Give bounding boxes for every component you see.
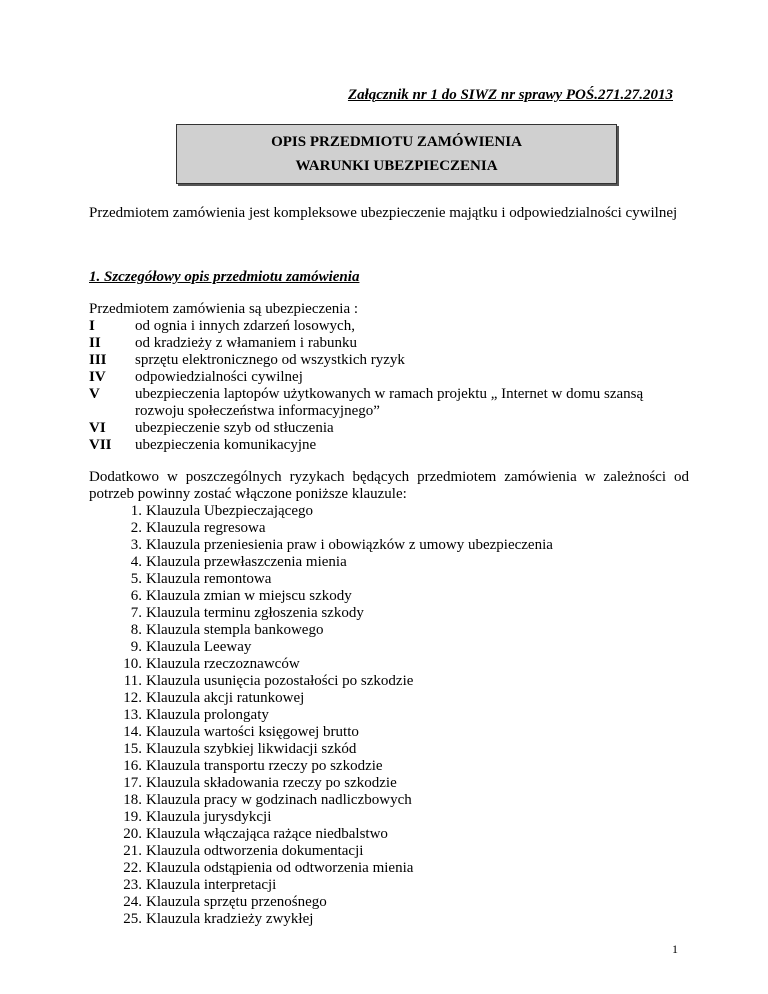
clauses-list (103, 503, 553, 928)
clause-text: Klauzula akcji ratunkowej (146, 690, 305, 706)
list-item (89, 437, 689, 454)
clause-text: Klauzula rzeczoznawców (146, 656, 300, 672)
insurance-types-list (89, 318, 689, 454)
clause-text: Klauzula Leeway (146, 639, 252, 655)
clause-number: 3. (130, 537, 142, 553)
clause-item (103, 571, 553, 588)
list-item (89, 420, 689, 437)
section-lead: Przedmiotem zamówienia są ubezpieczenia : (89, 301, 359, 317)
list-item (89, 352, 689, 369)
clause-number: 5. (130, 571, 142, 587)
item-number: IV (89, 369, 106, 385)
item-text: ubezpieczenia laptopów użytkowanych w ramach projektu „ Internet w domu szansą rozwoju społeczeństwa informacyjnego” (135, 386, 644, 419)
clause-text: Klauzula odstąpienia od odtworzenia mienia (146, 860, 414, 876)
item-number: VI (89, 420, 106, 436)
item-number: V (89, 386, 100, 402)
clause-number: 11. (123, 673, 142, 689)
clause-text: Klauzula przeniesienia praw i obowiązków z umowy ubezpieczenia (146, 537, 553, 553)
item-text: od kradzieży z włamaniem i rabunku (135, 335, 357, 351)
list-item (89, 318, 689, 335)
clause-number: 18. (123, 792, 142, 808)
clause-item (103, 741, 553, 758)
clause-text: Klauzula sprzętu przenośnego (146, 894, 327, 910)
clause-item (103, 673, 553, 690)
clause-number: 17. (123, 775, 142, 791)
list-item (89, 369, 689, 386)
clause-item (103, 707, 553, 724)
clause-text: Klauzula stempla bankowego (146, 622, 324, 638)
clause-number: 16. (123, 758, 142, 774)
page-number: 1 (672, 942, 678, 956)
clause-text: Klauzula terminu zgłoszenia szkody (146, 605, 364, 621)
clause-item (103, 775, 553, 792)
clause-item (103, 911, 553, 928)
clause-text: Klauzula usunięcia pozostałości po szkodzie (146, 673, 414, 689)
clause-number: 4. (130, 554, 142, 570)
clause-item (103, 605, 553, 622)
title-line-1: OPIS PRZEDMIOTU ZAMÓWIENIA (271, 134, 522, 150)
item-text: odpowiedzialności cywilnej (135, 369, 303, 385)
item-text: od ognia i innych zdarzeń losowych, (135, 318, 355, 334)
item-number: III (89, 352, 107, 368)
clauses-intro-paragraph: Dodatkowo w poszczególnych ryzykach będących przedmiotem zamówienia w zależności od potrzeb powinny zostać włączone poniższe klauzule: (89, 469, 689, 502)
clause-item (103, 724, 553, 741)
clause-number: 7. (130, 605, 142, 621)
clause-number: 12. (123, 690, 142, 706)
clause-text: Klauzula kradzieży zwykłej (146, 911, 314, 927)
title-line-2: WARUNKI UBEZPIECZENIA (295, 158, 498, 174)
clause-number: 20. (123, 826, 142, 842)
clause-item (103, 690, 553, 707)
clause-text: Klauzula odtworzenia dokumentacji (146, 843, 364, 859)
clause-number: 2. (130, 520, 142, 536)
annex-reference: Załącznik nr 1 do SIWZ nr sprawy POŚ.271.27.2013 (347, 87, 673, 103)
clause-item (103, 877, 553, 894)
item-number: VII (89, 437, 112, 453)
clause-text: Klauzula szybkiej likwidacji szkód (146, 741, 357, 757)
clause-text: Klauzula wartości księgowej brutto (146, 724, 359, 740)
clause-number: 9. (130, 639, 142, 655)
list-item (89, 335, 689, 352)
clause-number: 13. (123, 707, 142, 723)
section-heading: 1. Szczegółowy opis przedmiotu zamówienia (89, 269, 360, 285)
clause-item (103, 622, 553, 639)
clause-text: Klauzula zmian w miejscu szkody (146, 588, 352, 604)
clause-item (103, 894, 553, 911)
clause-item (103, 656, 553, 673)
clause-number: 22. (123, 860, 142, 876)
clause-item (103, 537, 553, 554)
clause-item (103, 826, 553, 843)
clause-text: Klauzula jurysdykcji (146, 809, 272, 825)
clause-number: 14. (123, 724, 142, 740)
clause-number: 25. (123, 911, 142, 927)
clause-item (103, 809, 553, 826)
intro-paragraph: Przedmiotem zamówienia jest kompleksowe ubezpieczenie majątku i odpowiedzialności cywilnej (89, 205, 678, 221)
clause-item (103, 758, 553, 775)
clause-text: Klauzula interpretacji (146, 877, 277, 893)
clause-number: 15. (123, 741, 142, 757)
clause-item (103, 503, 553, 520)
item-text: ubezpieczenia komunikacyjne (135, 437, 317, 453)
clause-number: 23. (123, 877, 142, 893)
clause-item (103, 860, 553, 877)
clause-text: Klauzula prolongaty (146, 707, 269, 723)
clause-text: Klauzula regresowa (146, 520, 266, 536)
item-text: ubezpieczenie szyb od stłuczenia (135, 420, 334, 436)
clause-text: Klauzula przewłaszczenia mienia (146, 554, 347, 570)
list-item (89, 386, 689, 420)
item-number: II (89, 335, 101, 351)
clause-number: 19. (123, 809, 142, 825)
clause-text: Klauzula składowania rzeczy po szkodzie (146, 775, 397, 791)
item-number: I (89, 318, 95, 334)
clause-item (103, 843, 553, 860)
clause-text: Klauzula włączająca rażące niedbalstwo (146, 826, 388, 842)
item-text: sprzętu elektronicznego od wszystkich ryzyk (135, 352, 405, 368)
clause-number: 21. (123, 843, 142, 859)
clause-item (103, 639, 553, 656)
clause-text: Klauzula remontowa (146, 571, 272, 587)
clause-number: 1. (130, 503, 142, 519)
clause-item (103, 554, 553, 571)
clause-number: 10. (123, 656, 142, 672)
clause-number: 24. (123, 894, 142, 910)
clause-item (103, 520, 553, 537)
clause-item (103, 588, 553, 605)
clause-text: Klauzula Ubezpieczającego (146, 503, 313, 519)
clause-item (103, 792, 553, 809)
title-box (176, 124, 617, 184)
clause-number: 6. (130, 588, 142, 604)
clause-number: 8. (130, 622, 142, 638)
clause-text: Klauzula pracy w godzinach nadliczbowych (146, 792, 412, 808)
clause-text: Klauzula transportu rzeczy po szkodzie (146, 758, 383, 774)
